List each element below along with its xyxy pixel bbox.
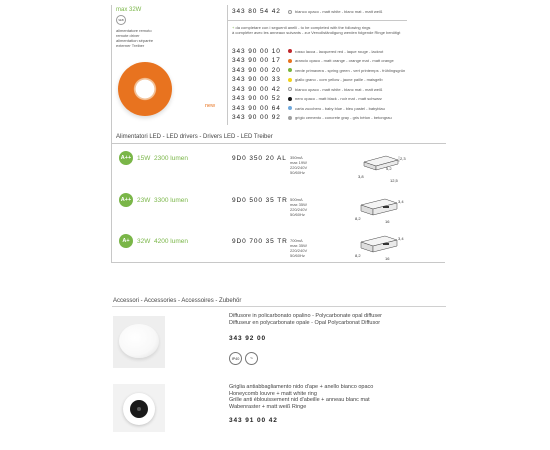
- driver-box: [364, 156, 398, 170]
- dim-label: 3,8: [358, 174, 364, 179]
- ring-code: 343 90 00 17: [232, 57, 281, 64]
- swatch-orange: [288, 59, 292, 63]
- driver-line: remote driver: [116, 33, 140, 38]
- dim-label: 12,5: [390, 178, 398, 183]
- ring-label: arancio opaco - matt orange - orange mat - matt orange: [295, 58, 394, 63]
- accessory-desc-line: Honeycomb louvre + matt white ring: [229, 390, 317, 397]
- accessory-description: [229, 313, 382, 326]
- glow-wire-text: ~: [250, 355, 253, 362]
- max-power-label: max 32W: [116, 7, 142, 13]
- swatch-yellow: [288, 78, 292, 82]
- driver-box: [361, 199, 397, 215]
- ring-code: 343 90 00 64: [232, 104, 281, 112]
- accessory-code: 343 92 00: [229, 335, 267, 342]
- ring-variant-row: [232, 85, 382, 93]
- swatch-red: [288, 49, 292, 53]
- driver-code: 9D0 700 35 TR: [232, 238, 288, 245]
- ring-variant-row: [232, 57, 394, 65]
- energy-badge: A++: [119, 193, 133, 207]
- glow-wire-badge: [245, 352, 258, 365]
- main-code-finish: bianco opaco - matt white - blanc mat - matt weiß: [295, 9, 383, 14]
- ring-variant-row: [232, 114, 392, 122]
- swatch-green: [288, 68, 292, 72]
- drivers-title-rule: [112, 143, 446, 144]
- drivers-title: Alimentatori LED - LED drivers - Drivers LED - LED Treiber: [116, 134, 273, 140]
- new-label: new: [205, 103, 216, 109]
- opal-diffuser-image: [113, 316, 165, 368]
- main-frame-left: [111, 125, 112, 262]
- driver-lines: [116, 28, 153, 48]
- ring-label: nero opaco - matt black - noir mat - matt schwarz: [295, 96, 382, 101]
- ring-code: 343 90 00 52: [232, 95, 281, 102]
- completion-note-line: à compléter avec les anneaux suivants - zur Vervollständigung werden folgende Ringe benötigt: [232, 30, 401, 35]
- ring-label: giallo grano - corn yellow - jaune paille - maisgelb: [295, 77, 383, 82]
- ring-label: bianco opaco - matt white - blanc mat - matt weiß: [295, 86, 383, 92]
- ring-label: rosso lacca - lacquered red - laque rouge - lackrot: [295, 48, 384, 54]
- driver-badge-text: SEB: [118, 18, 124, 22]
- driver-line: alimentatore remoto: [116, 28, 152, 33]
- ring-label: carta zucchero - baby blue - bleu pastel - babyblau: [295, 105, 385, 111]
- ring-code: 343 90 00 20: [232, 66, 281, 74]
- ring-variant-row: [232, 104, 385, 112]
- completion-note: [232, 25, 400, 35]
- accessory-desc-line: Grille anti éblouissement nid d'abeille + anneau blanc mat: [229, 397, 370, 403]
- top-frame-left: [111, 5, 112, 125]
- driver-power: 15W 2300 lumen: [137, 155, 188, 162]
- driver-line: externer Treiber: [116, 43, 145, 48]
- ring-code: 343 90 00 42: [232, 85, 281, 93]
- main-code-rule: [227, 20, 407, 21]
- ip40-badge: [229, 352, 242, 365]
- dim-label: 3,4: [398, 236, 404, 241]
- ring-variant-row: [232, 95, 382, 103]
- swatch-gray: [288, 116, 292, 120]
- dim-label: 2,3: [400, 156, 406, 161]
- main-code: 343 80 54 42: [232, 8, 281, 15]
- energy-badge: A+: [119, 234, 133, 248]
- diffuser-shape: [119, 324, 159, 358]
- accessory-desc-line: Diffusore in policarbonato opalino - Polycarbonate opal diffuser: [229, 313, 382, 319]
- accessory-desc-line: Griglia antiabbagliamento nido d'ape + anello bianco opaco: [229, 384, 374, 390]
- ring-variant-row: [232, 47, 383, 55]
- ring-label: grigio cemento - concrete gray - gris béton - betongrau: [295, 115, 392, 120]
- ring-code: 343 90 00 92: [232, 114, 281, 121]
- completion-note-line: + da completare con i seguenti anelli - to be completed with the following rings: [232, 25, 371, 30]
- ring-label: verde primavera - spring green - vert printemps - frühlingsgrün: [295, 67, 406, 73]
- louvre-center: [137, 407, 141, 411]
- dim-label: 8,2: [355, 216, 361, 221]
- driver-diagram: [355, 193, 405, 227]
- swatch-white: [288, 87, 292, 91]
- swatch-black: [288, 97, 292, 101]
- driver-spec: 500mA max 35W 220/240V 50/60Hz: [290, 197, 308, 217]
- main-code-row: [232, 8, 382, 15]
- top-frame-vertical: [227, 5, 228, 125]
- driver-badge: [116, 15, 126, 25]
- accessories-title: Accessori - Accessories - Accessoires - Zubehör: [113, 298, 242, 304]
- ring-variant-row: [232, 76, 383, 84]
- accessory-code: 343 91 00 42: [229, 417, 278, 424]
- dim-label: 5,2: [386, 166, 392, 171]
- driver-diagram: [355, 230, 405, 264]
- accessory-desc-line: Diffuseur en polycarbonate opale - Opal Polycarbonat Diffusor: [229, 319, 381, 326]
- accessories-rule: [112, 306, 446, 307]
- driver-power: 23W 3300 lumen: [137, 197, 188, 204]
- dim-label: 3,4: [398, 199, 404, 204]
- driver-code: 9D0 350 20 AL: [232, 155, 287, 162]
- driver-spec: 350mA max 19W 220/240V 50/60Hz: [290, 155, 308, 175]
- driver-spec: 700mA max 35W 220/240V 50/60Hz: [290, 238, 308, 258]
- driver-code: 9D0 500 35 TR: [232, 197, 288, 204]
- white-swatch: [288, 10, 292, 14]
- accessory-description: [229, 384, 373, 410]
- ring-code: 343 90 00 33: [232, 76, 281, 83]
- accessory-desc-line: Wabenraster + matt weiß Ringe: [229, 403, 307, 410]
- orange-downlight-image: [118, 62, 172, 116]
- dim-label: 8,2: [355, 253, 361, 258]
- driver-line: alimentation séparée: [116, 38, 154, 43]
- driver-diagram: [358, 152, 408, 186]
- dim-label: 16: [385, 256, 390, 261]
- ip40-text: IP40: [231, 356, 240, 361]
- driver-box: [361, 236, 397, 252]
- ring-code: 343 90 00 10: [232, 47, 281, 55]
- driver-power: 32W 4200 lumen: [137, 238, 188, 245]
- energy-badge: A++: [119, 151, 133, 165]
- dim-label: 16: [385, 219, 390, 224]
- honeycomb-louvre-image: [113, 384, 165, 432]
- ring-variant-row: [232, 66, 405, 74]
- swatch-baby-blue: [288, 106, 292, 110]
